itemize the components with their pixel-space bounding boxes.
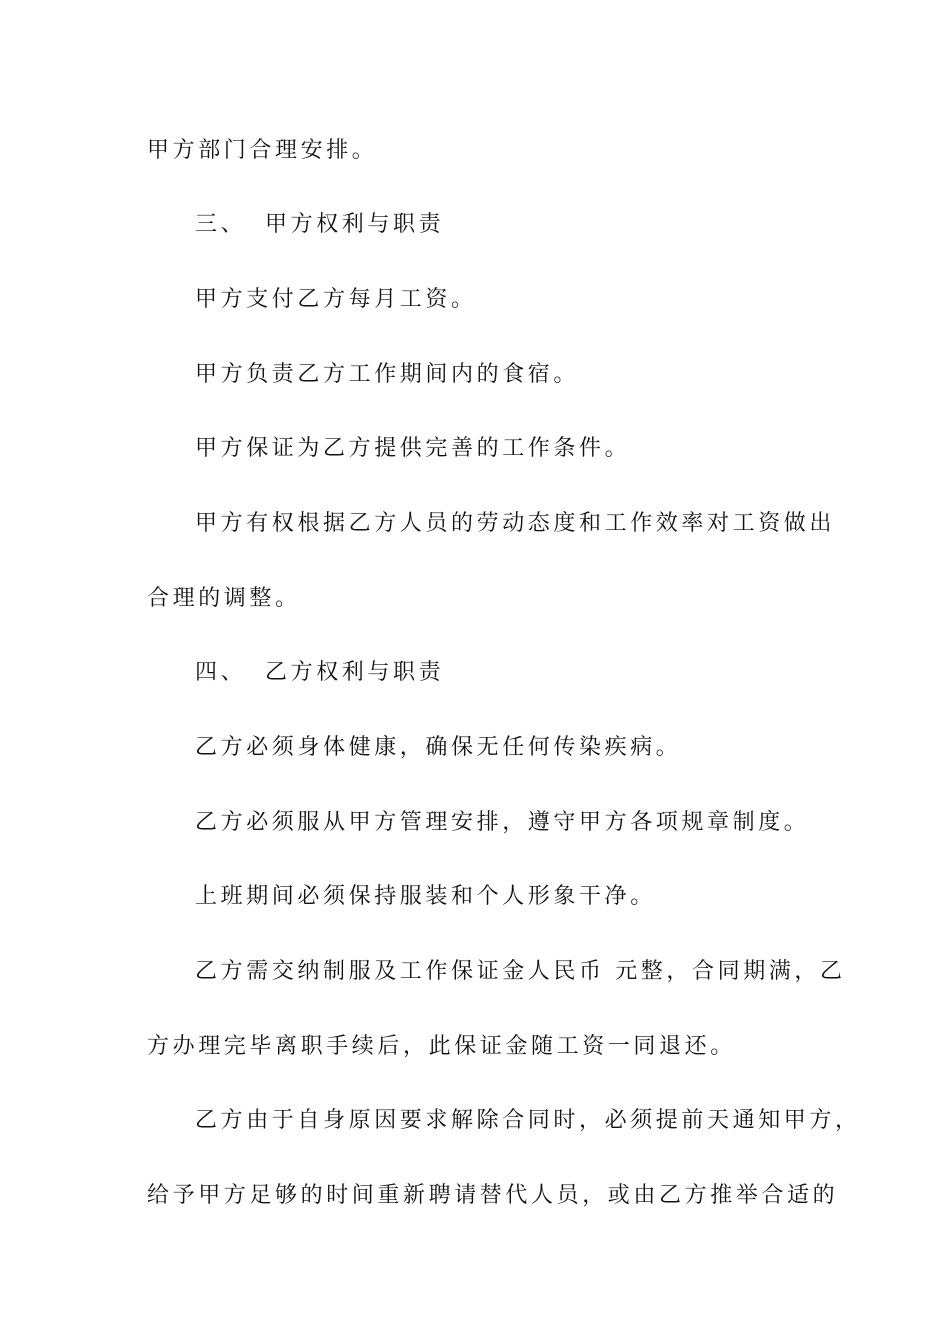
paragraph-line: 合理的调整。 (147, 586, 301, 611)
section-number: 三、 (195, 212, 247, 237)
paragraph-line: 给予甲方足够的时间重新聘请替代人员，或由乙方推举合适的 (147, 1183, 839, 1208)
paragraph-line: 方办理完毕离职手续后，此保证金随工资一同退还。 (147, 1034, 736, 1059)
section-number: 四、 (195, 660, 247, 685)
paragraph-line: 甲方支付乙方每月工资。 (195, 287, 477, 312)
section-heading-3 (0, 210, 950, 240)
section-heading-4 (0, 658, 950, 688)
section-title: 乙方权利与职责 (265, 660, 445, 685)
section-title: 甲方权利与职责 (265, 212, 445, 237)
paragraph-line: 乙方需交纳制服及工作保证金人民币 元整，合同期满，乙 (195, 959, 846, 984)
paragraph-line: 甲方部门合理安排。 (147, 138, 378, 163)
paragraph-line: 乙方必须身体健康，确保无任何传染疾病。 (195, 735, 682, 760)
paragraph-line: 甲方保证为乙方提供完善的工作条件。 (195, 436, 631, 461)
paragraph-line: 上班期间必须保持服装和个人形象干净。 (195, 884, 656, 909)
paragraph-line: 乙方必须服从甲方管理安排，遵守甲方各项规章制度。 (195, 810, 810, 835)
paragraph-line: 甲方有权根据乙方人员的劳动态度和工作效率对工资做出 (195, 511, 836, 536)
paragraph-line: 甲方负责乙方工作期间内的食宿。 (195, 362, 580, 387)
paragraph-line: 乙方由于自身原因要求解除合同时，必须提前天通知甲方， (195, 1108, 861, 1133)
